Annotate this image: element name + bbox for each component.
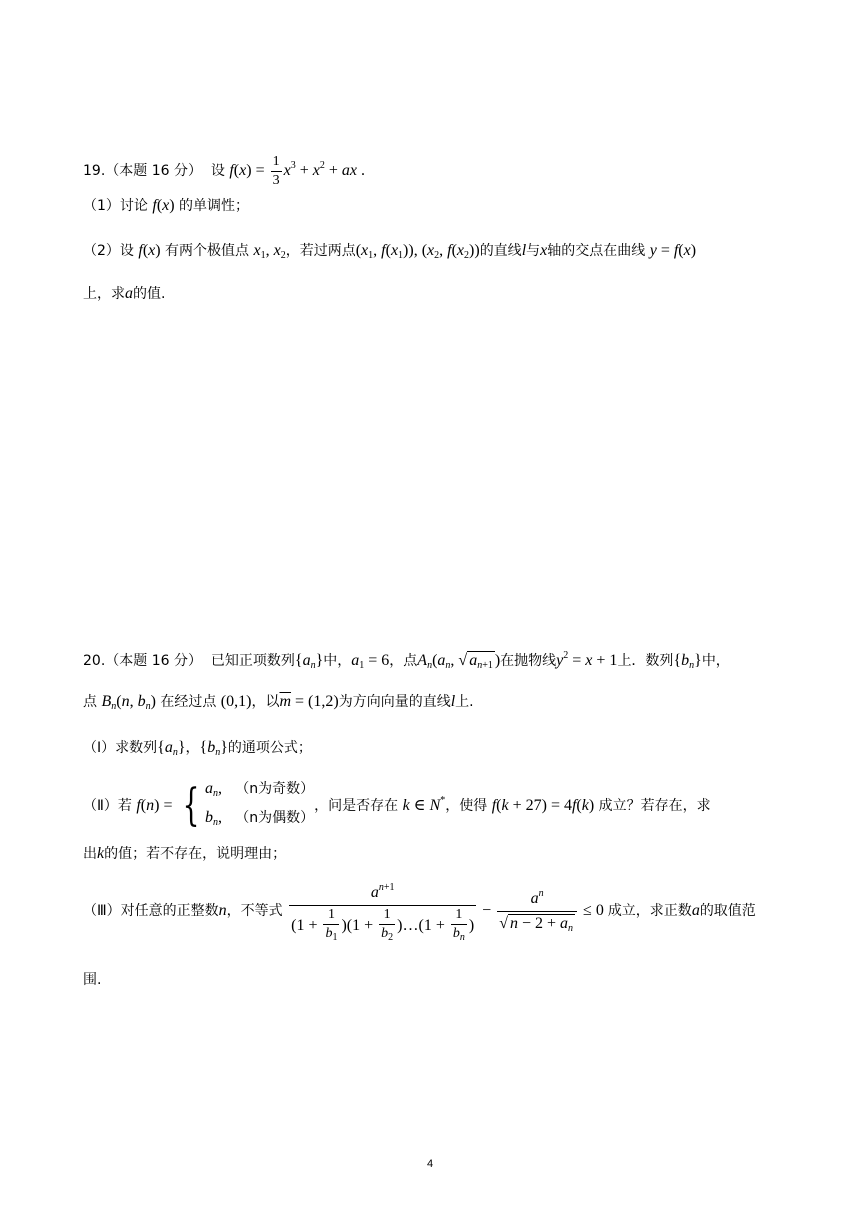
q19-part2-line1 bbox=[83, 241, 696, 266]
q20-a: a bbox=[691, 902, 700, 920]
q19-number: 19. bbox=[83, 163, 106, 179]
q20-l1-c: ，点 bbox=[389, 653, 418, 669]
q19-part1-tail: 的单调性； bbox=[179, 198, 250, 214]
q20-vector-m: $\overline{m} = (1,2)$ bbox=[279, 693, 339, 710]
q20-part3-line1 bbox=[83, 876, 756, 942]
q19-curve: y = f(x) bbox=[649, 242, 697, 259]
q20-l1-f: 中， bbox=[701, 653, 730, 669]
q20-piecewise-cases: $a_n$, （n为奇数） $b_n$, （n为偶数） bbox=[204, 780, 315, 828]
q20-piecewise-f: f(n) = bbox=[136, 797, 173, 814]
q20-points: （本题 16 分） bbox=[105, 653, 202, 669]
q20-seq-a: $\{a_n\}$ bbox=[294, 652, 324, 671]
q20-parabola: $y^2 = x + 1$ bbox=[556, 650, 618, 669]
q19-part2-c: ，若过两点 bbox=[285, 243, 356, 259]
q20-part2-line1 bbox=[83, 776, 711, 831]
q20-p1-b: ， bbox=[185, 740, 200, 756]
q20-part1 bbox=[83, 738, 312, 763]
q20-l1-e: 上．数列 bbox=[617, 653, 674, 669]
q20-p3-e: 围. bbox=[83, 972, 102, 988]
q20-p1-a: （Ⅰ）求数列 bbox=[83, 740, 158, 756]
q20-case-odd: （n为奇数） bbox=[235, 781, 315, 797]
q20-piecewise-brace: { bbox=[182, 780, 200, 831]
q20-p3-a: （Ⅲ）对任意的正整数 bbox=[83, 903, 219, 920]
q20-part3-line2 bbox=[83, 970, 101, 990]
q19-part2-line2 bbox=[83, 284, 165, 304]
q20-line-l: l bbox=[450, 693, 456, 710]
q20-k-in-N: k ∈ N* bbox=[402, 795, 446, 814]
q19-part2-e: 与 bbox=[526, 243, 541, 259]
q19-fx-2: f(x) bbox=[138, 242, 161, 259]
q20-point-01: (0,1) bbox=[220, 693, 252, 710]
q20-p2-b: ，问是否存在 bbox=[314, 798, 399, 814]
q20-equation: f(k + 27) = 4f(k) bbox=[491, 797, 595, 814]
q20-p2-e: 出 bbox=[83, 846, 97, 862]
q20-p3-c: 成立，求正数 bbox=[607, 903, 692, 920]
q20-a1: $a_1 = 6$ bbox=[351, 652, 390, 671]
q19-x-axis: x bbox=[540, 242, 548, 259]
q20-point-Bn: $B_n(n$, $b_n$) bbox=[101, 693, 156, 712]
q20-l2-e: 上. bbox=[455, 694, 474, 710]
q19-points: （本题 16 分） bbox=[105, 163, 202, 179]
q19-part1 bbox=[83, 196, 249, 216]
q19-two-points: ($x_1$, $f(x_1)$), ($x_2$, $f(x_2)$) bbox=[355, 242, 480, 261]
q19-part2-h: 的值. bbox=[133, 286, 166, 302]
q20-p2-d: 成立？若存在，求 bbox=[598, 798, 711, 814]
q20-part2-line2 bbox=[83, 844, 286, 864]
q20-l2-d: 为方向向量的直线 bbox=[338, 694, 451, 710]
q20-n: n bbox=[218, 902, 227, 920]
q20-p3-d: 的取值范 bbox=[699, 903, 756, 920]
q20-p2-f: 的值；若不存在，说明理由； bbox=[104, 846, 287, 862]
q20-p2-a: （Ⅱ）若 bbox=[83, 798, 132, 814]
q19-lead: 设 bbox=[210, 163, 225, 179]
q20-case-even: （n为偶数） bbox=[235, 810, 315, 826]
q20-p3-b: ，不等式 bbox=[226, 903, 283, 920]
q19-extrema: $x_1$, $x_2$ bbox=[253, 242, 286, 261]
q19-part2-d: 的直线 bbox=[479, 243, 522, 259]
q20-inequality: $a^{n+1}$ (1 + $\frac{1}{b_1}$ )(1 + $\frac{1}{b_2}$ )…(1 + $\frac{1}{b_n}$ ) − $\frac{a^n}{√ n - 2 + a_n}$ ≤ 0 bbox=[287, 902, 608, 919]
q20-l2-a: 点 bbox=[83, 694, 97, 710]
q20-line1 bbox=[83, 646, 730, 676]
q20-l1-a: 已知正项数列 bbox=[210, 653, 295, 669]
q20-p1-c: 的通项公式； bbox=[227, 740, 312, 756]
q20-k: k bbox=[97, 845, 105, 862]
q19-part2-a: （2）设 bbox=[83, 243, 134, 259]
q20-seq-b: $\{b_n\}$ bbox=[673, 652, 702, 671]
q20-l2-b: 在经过点 bbox=[160, 694, 217, 710]
q19-part2-f: 轴的交点在曲线 bbox=[547, 243, 646, 259]
q20-p1-seq-b: $\{b_n\}$ bbox=[199, 739, 228, 758]
q19-part2-b: 有两个极值点 bbox=[165, 243, 250, 259]
q20-p1-seq-a: $\{a_n\}$ bbox=[157, 739, 186, 758]
q20-l1-b: 中， bbox=[323, 653, 352, 669]
q20-l1-d: 在抛物线 bbox=[500, 653, 557, 669]
q19-part1-label: （1）讨论 bbox=[83, 198, 148, 214]
q20-number: 20. bbox=[83, 653, 106, 669]
q19-fx: f(x) bbox=[152, 197, 175, 214]
q20-line2 bbox=[83, 692, 474, 717]
q19-function-formula: f(x) = $\frac{1}{3}$ $x^3 + x^2$ + ax . bbox=[229, 153, 365, 188]
page-number: 4 bbox=[426, 1158, 434, 1170]
q19-line-l: l bbox=[521, 242, 527, 259]
q19-part2-g: 上，求 bbox=[83, 286, 125, 302]
q19-line1 bbox=[83, 148, 365, 188]
q20-point-An: $A_n(a_n$, √ $a_{n+1}$ ) bbox=[417, 652, 501, 671]
q20-l2-c: ，以 bbox=[251, 694, 280, 710]
q20-p2-c: ，使得 bbox=[445, 798, 488, 814]
q19-a: a bbox=[125, 285, 133, 302]
